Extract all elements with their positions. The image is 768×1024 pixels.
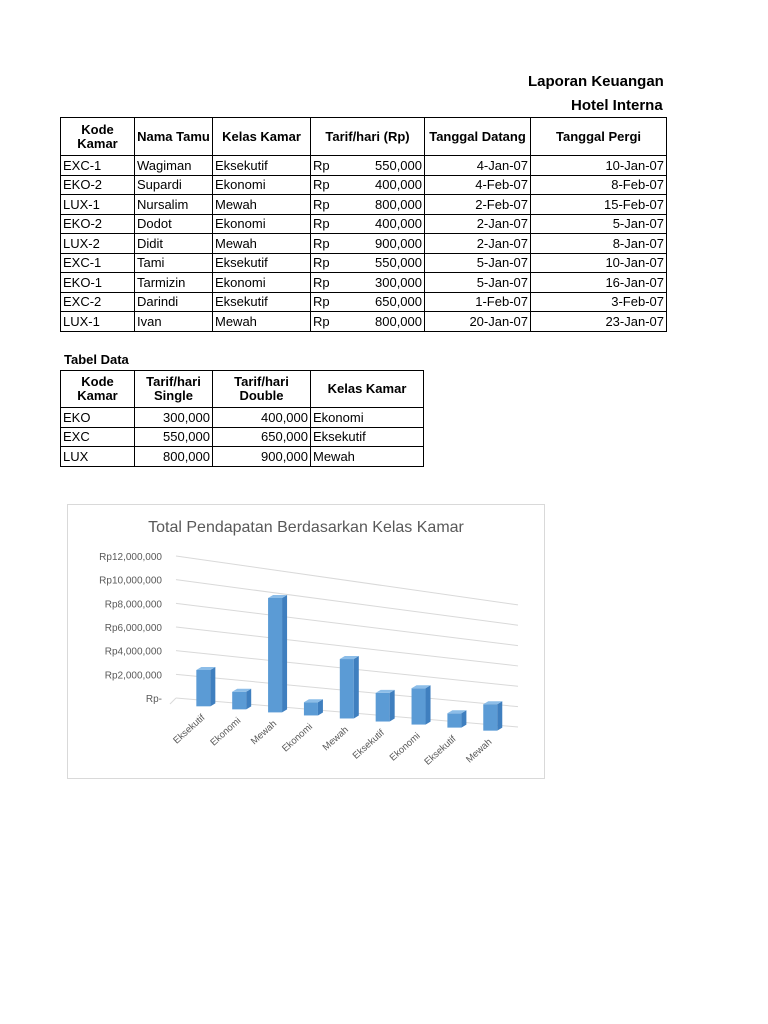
table-row [61,312,667,332]
cell-double[interactable]: 900,000 [213,447,311,467]
cell-kode[interactable]: EKO-2 [61,214,135,234]
cell-double[interactable]: 400,000 [213,408,311,428]
cell-datang[interactable]: 20-Jan-07 [425,312,531,332]
cell-currency[interactable]: Rp [311,175,337,195]
x-tick-label: Mewah [320,724,351,754]
x-tick-label: Mewah [464,736,495,766]
cell-nama[interactable]: Tami [135,253,213,273]
col-header-kode: Kode Kamar [61,118,135,156]
bar[interactable] [196,667,215,706]
cell-pergi[interactable]: 23-Jan-07 [531,312,667,332]
table-row [61,214,667,234]
cell-kode[interactable]: EXC-1 [61,156,135,176]
cell-kelas[interactable]: Eksekutif [213,253,311,273]
cell-kode[interactable]: LUX-1 [61,195,135,215]
bar[interactable] [232,689,251,710]
x-tick-label: Eksekutif [171,712,208,747]
cell-datang[interactable]: 1-Feb-07 [425,292,531,312]
axis-depth-edge [170,698,176,704]
cell-tarif[interactable]: 650,000 [337,292,425,312]
cell-datang[interactable]: 2-Jan-07 [425,214,531,234]
y-tick-label: Rp12,000,000 [99,552,162,563]
cell-datang[interactable]: 5-Jan-07 [425,253,531,273]
y-tick-label: Rp10,000,000 [99,575,162,587]
cell-pergi[interactable]: 3-Feb-07 [531,292,667,312]
x-tick-label: Eksekutif [350,727,387,762]
cell-currency[interactable]: Rp [311,214,337,234]
cell-nama[interactable]: Nursalim [135,195,213,215]
cell-datang[interactable]: 4-Jan-07 [425,156,531,176]
cell-datang[interactable]: 5-Jan-07 [425,273,531,293]
cell-pergi[interactable]: 5-Jan-07 [531,214,667,234]
bar[interactable] [483,701,502,730]
cell-kelas[interactable]: Mewah [213,234,311,254]
rate-header-kode: Kode Kamar [61,371,135,408]
cell-tarif[interactable]: 800,000 [337,312,425,332]
report-subtitle: Hotel Interna [571,97,663,114]
cell-kelas[interactable]: Mewah [213,312,311,332]
rate-header-single: Tarif/hari Single [135,371,213,408]
cell-kelas[interactable]: Mewah [213,195,311,215]
cell-kelas[interactable]: Mewah [311,447,424,467]
cell-tarif[interactable]: 800,000 [337,195,425,215]
cell-tarif[interactable]: 400,000 [337,214,425,234]
gridline [176,603,518,645]
cell-pergi[interactable]: 8-Feb-07 [531,175,667,195]
y-tick-label: Rp8,000,000 [104,599,162,611]
report-title: Laporan Keuangan [528,73,664,90]
cell-pergi[interactable]: 8-Jan-07 [531,234,667,254]
guest-table-header [61,118,667,156]
cell-double[interactable]: 650,000 [213,427,311,447]
col-header-kelas: Kelas Kamar [213,118,311,156]
cell-kode[interactable]: EXC [61,427,135,447]
bar[interactable] [268,595,287,712]
cell-pergi[interactable]: 10-Jan-07 [531,253,667,273]
cell-kelas[interactable]: Ekonomi [213,175,311,195]
gridline [176,580,518,626]
cell-currency[interactable]: Rp [311,253,337,273]
cell-kelas[interactable]: Ekonomi [311,408,424,428]
cell-currency[interactable]: Rp [311,292,337,312]
cell-single[interactable]: 300,000 [135,408,213,428]
cell-nama[interactable]: Wagiman [135,156,213,176]
rate-table [60,370,424,467]
rate-table-header [61,371,424,408]
cell-tarif[interactable]: 900,000 [337,234,425,254]
cell-kode[interactable]: EXC-1 [61,253,135,273]
table-row [61,273,667,293]
cell-kelas[interactable]: Ekonomi [213,214,311,234]
y-tick-label: Rp6,000,000 [104,623,162,634]
cell-tarif[interactable]: 550,000 [337,156,425,176]
cell-kode[interactable]: EKO-2 [61,175,135,195]
cell-tarif[interactable]: 400,000 [337,175,425,195]
bar[interactable] [376,690,395,722]
table-row [61,292,667,312]
bar[interactable] [412,685,431,724]
cell-kode[interactable]: LUX-1 [61,312,135,332]
x-tick-label: Ekonomi [280,721,315,755]
table-row [61,156,667,176]
cell-currency[interactable]: Rp [311,312,337,332]
col-header-tarif: Tarif/hari (Rp) [311,118,425,156]
cell-kode[interactable]: LUX-2 [61,234,135,254]
bar[interactable] [340,656,359,718]
cell-kelas[interactable]: Eksekutif [213,156,311,176]
table-row [61,253,667,273]
x-tick-label: Ekonomi [387,730,423,764]
bar[interactable] [304,699,323,715]
cell-kelas[interactable]: Eksekutif [213,292,311,312]
cell-pergi[interactable]: 10-Jan-07 [531,156,667,176]
bar[interactable] [447,710,466,727]
table-row [61,408,424,428]
col-header-nama: Nama Tamu [135,118,213,156]
cell-nama[interactable]: Darindi [135,292,213,312]
cell-kode[interactable]: EKO [61,408,135,428]
cell-datang[interactable]: 2-Jan-07 [425,234,531,254]
col-header-pergi: Tanggal Pergi [531,118,667,156]
x-tick-label: Ekonomi [208,715,244,749]
rate-header-kelas: Kelas Kamar [311,371,424,408]
cell-nama[interactable]: Didit [135,234,213,254]
x-tick-label: Eksekutif [422,733,459,768]
table-row [61,427,424,447]
table-row [61,195,667,215]
cell-tarif[interactable]: 550,000 [337,253,425,273]
cell-nama[interactable]: Dodot [135,214,213,234]
y-tick-label: Rp- [145,694,162,705]
gridline [176,556,518,605]
cell-datang[interactable]: 2-Feb-07 [425,195,531,215]
table-row [61,175,667,195]
cell-pergi[interactable]: 16-Jan-07 [531,273,667,293]
cell-kode[interactable]: EXC-2 [61,292,135,312]
table-row [61,447,424,467]
cell-kode[interactable]: EKO-1 [61,273,135,293]
cell-tarif[interactable]: 300,000 [337,273,425,293]
y-tick-label: Rp2,000,000 [104,670,162,682]
cell-nama[interactable]: Supardi [135,175,213,195]
cell-currency[interactable]: Rp [311,156,337,176]
cell-kode[interactable]: LUX [61,447,135,467]
cell-kelas[interactable]: Ekonomi [213,273,311,293]
cell-nama[interactable]: Tarmizin [135,273,213,293]
cell-kelas[interactable]: Eksekutif [311,427,424,447]
x-tick-label: Mewah [248,718,280,748]
data-table-caption: Tabel Data [64,352,129,367]
cell-currency[interactable]: Rp [311,273,337,293]
chart-title: Total Pendapatan Berdasarkan Kelas Kamar [148,519,464,536]
cell-datang[interactable]: 4-Feb-07 [425,175,531,195]
cell-nama[interactable]: Ivan [135,312,213,332]
cell-currency[interactable]: Rp [311,234,337,254]
cell-single[interactable]: 550,000 [135,427,213,447]
revenue-chart[interactable] [67,504,545,779]
table-row [61,234,667,254]
rate-header-double: Tarif/hari Double [213,371,311,408]
cell-currency[interactable]: Rp [311,195,337,215]
cell-single[interactable]: 800,000 [135,447,213,467]
guest-table [60,117,667,332]
chart-plot [68,505,544,778]
col-header-datang: Tanggal Datang [425,118,531,156]
cell-pergi[interactable]: 15-Feb-07 [531,195,667,215]
y-tick-label: Rp4,000,000 [104,646,162,658]
